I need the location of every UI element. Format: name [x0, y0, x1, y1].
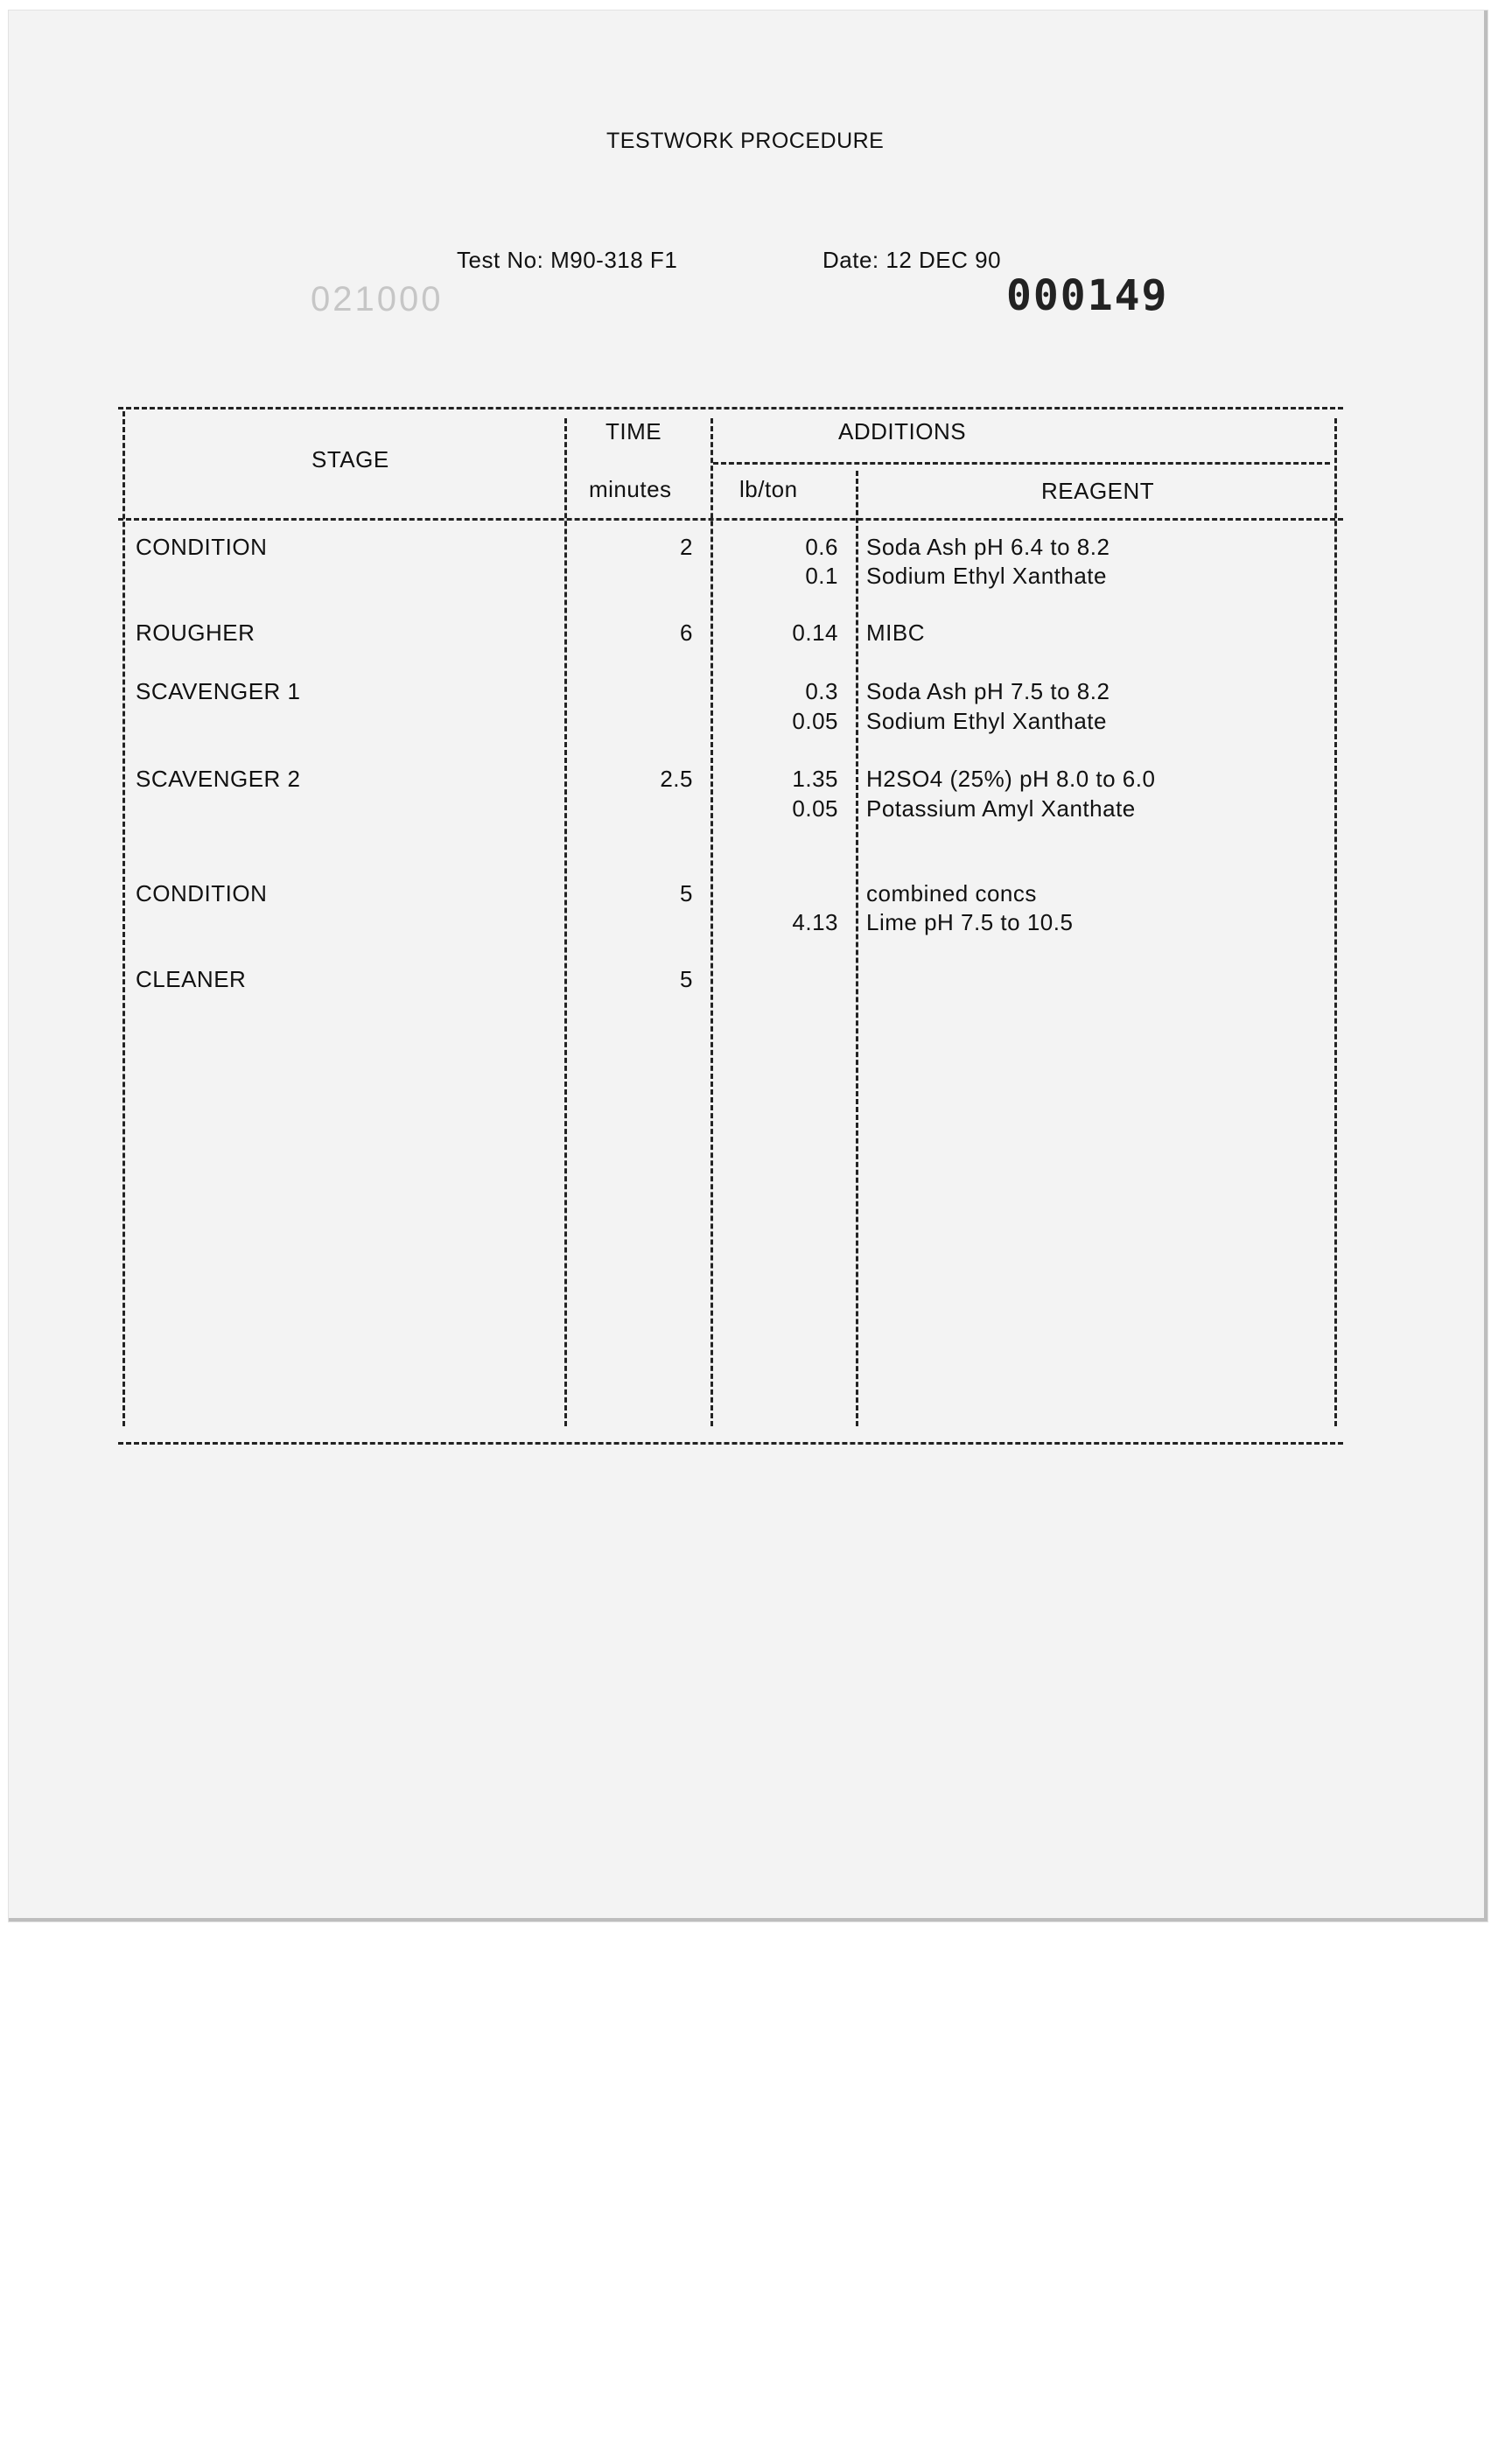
header-stage: STAGE	[312, 446, 389, 472]
row-reagent: Soda Ash pH 6.4 to 8.2	[866, 534, 1110, 560]
row-time: 2	[680, 534, 693, 560]
lbton-reagent-divider	[856, 471, 858, 1426]
row-lbton: 0.14	[792, 620, 838, 646]
row-reagent: Sodium Ethyl Xanthate	[866, 563, 1107, 589]
row-stage: CONDITION	[136, 534, 268, 560]
header-reagent: REAGENT	[1041, 478, 1155, 504]
row-lbton: 0.6	[805, 534, 838, 560]
test-number: Test No: M90-318 F1	[457, 247, 678, 273]
header-lbton: lb/ton	[739, 476, 798, 502]
row-reagent: combined concs	[866, 880, 1037, 906]
row-lbton: 1.35	[792, 766, 838, 792]
row-stage: ROUGHER	[136, 620, 256, 646]
time-additions-divider	[710, 418, 713, 1426]
row-lbton: 4.13	[792, 909, 838, 935]
document-title: TESTWORK PROCEDURE	[606, 129, 885, 153]
row-reagent: Soda Ash pH 7.5 to 8.2	[866, 678, 1110, 704]
row-reagent: Lime pH 7.5 to 10.5	[866, 909, 1074, 935]
row-time: 5	[680, 880, 693, 906]
row-time: 6	[680, 620, 693, 646]
row-stage: CLEANER	[136, 966, 247, 992]
page-stamp-number: 000149	[1006, 271, 1169, 320]
header-time: TIME	[606, 418, 662, 444]
stage-time-divider	[564, 418, 567, 1426]
row-time: 5	[680, 966, 693, 992]
test-date: Date: 12 DEC 90	[822, 247, 1002, 273]
row-lbton: 0.3	[805, 678, 838, 704]
additions-divider-rule	[713, 462, 1330, 465]
ghost-stamp-left: 021000	[311, 280, 444, 318]
row-lbton: 0.05	[792, 708, 838, 734]
table-top-rule	[118, 407, 1343, 410]
header-time-unit: minutes	[589, 476, 672, 502]
header-bottom-rule	[118, 518, 1343, 521]
table-bottom-rule	[118, 1442, 1343, 1445]
row-stage: CONDITION	[136, 880, 268, 906]
row-reagent: MIBC	[866, 620, 925, 646]
table-right-border	[1334, 418, 1337, 1426]
row-stage: SCAVENGER 1	[136, 678, 301, 704]
row-lbton: 0.05	[792, 795, 838, 822]
row-reagent: Potassium Amyl Xanthate	[866, 795, 1136, 822]
row-reagent: H2SO4 (25%) pH 8.0 to 6.0	[866, 766, 1156, 792]
row-reagent: Sodium Ethyl Xanthate	[866, 708, 1107, 734]
header-additions: ADDITIONS	[838, 418, 967, 444]
table-left-border	[122, 411, 125, 1426]
row-time: 2.5	[660, 766, 693, 792]
row-stage: SCAVENGER 2	[136, 766, 301, 792]
row-lbton: 0.1	[805, 563, 838, 589]
